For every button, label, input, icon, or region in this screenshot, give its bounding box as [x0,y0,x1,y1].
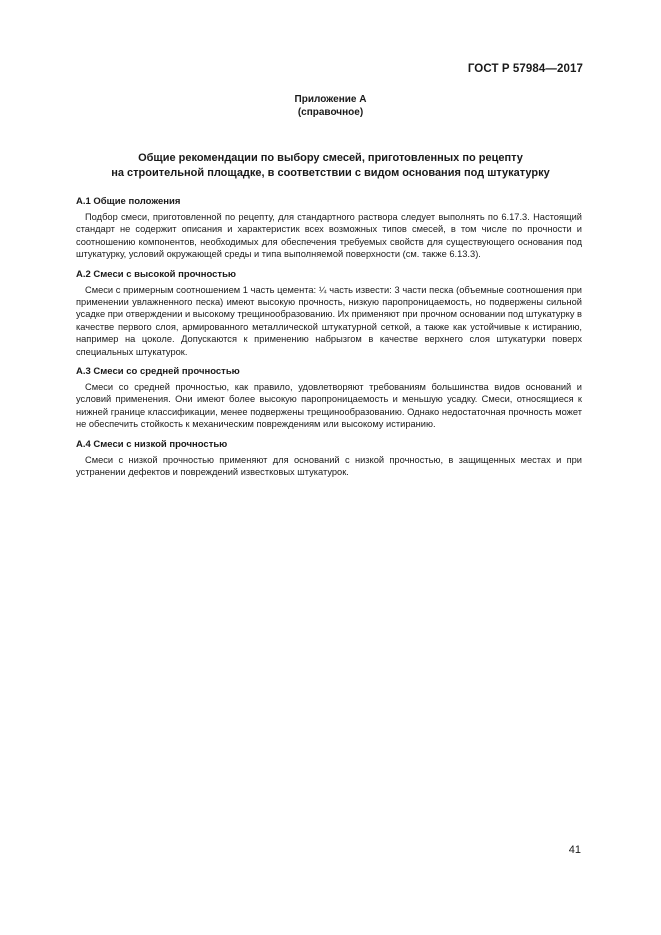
section-low-strength [76,439,582,479]
section-heading: А.4 Смеси с низкой прочностью [76,438,228,450]
section-medium-strength [76,366,582,431]
section-body: Подбор смеси, приготовленной по рецепту, для стандартного раствора следует выполнять по 6.17.3. Настоящий стандарт не содержит описания и характеристик всех возможных типов смесей, в том числе по прочности и соотношению компонентов, необходимых для обеспечения требуемых свойств для существующего основания под штукатурку, условий окружающей среды и типа выполняемой поверхности (см. также 6.13.3). [76,212,582,260]
appendix-type: (справочное) [297,107,364,118]
document-title-line: на строительной площадке, в соответствии с видом основания под штукатурку [111,167,550,179]
standard-code: ГОСТ Р 57984—2017 [467,63,583,75]
section-general [76,196,582,261]
section-body: Смеси со средней прочностью, как правило, удовлетворяют требованиям большинства видов оснований и условий применения. Они имеют более высокую паропроницаемость и меньшую усадку. Смеси, относящиеся к нижней границе классификации, менее подвержены трещинообразованию. Однако недостаточная прочность может не обеспечить стойкость к механическим повреждениям или высокому истиранию. [76,382,582,430]
section-heading: А.2 Смеси с высокой прочностью [76,268,237,280]
main-content [76,196,582,487]
section-body: Смеси с примерным соотношением 1 часть цемента: ¼ часть извести: 3 части песка (объемные соотношения при применении увлажненного песка) имеют высокую прочность, низкую паропроницаемость, но подвержены сильной усадке при отверждении и высокому трещинообразованию. Их применяют при прочном основании под штукатурку в качестве первого слоя, армированного металлической штукатурной сеткой, а также как устойчивые к истиранию, например на цоколе. Допускаются к применению набрызгом в качестве верхнего слоя штукатурки поверх специальных штукатурок. [76,284,582,357]
appendix-title: Приложение А [294,94,367,105]
section-heading: А.1 Общие положения [76,196,181,207]
section-high-strength [76,269,582,358]
document-title [0,151,661,181]
document-title-line: Общие рекомендации по выбору смесей, приготовленных по рецепту [138,152,523,164]
page-number: 41 [568,844,581,856]
appendix-heading [0,93,661,119]
section-body: Смеси с низкой прочностью применяют для оснований с низкой прочностью, в защищенных местах и при устранении дефектов и повреждений известковых штукатурок. [76,454,582,478]
section-heading: А.3 Смеси со средней прочностью [76,366,240,378]
